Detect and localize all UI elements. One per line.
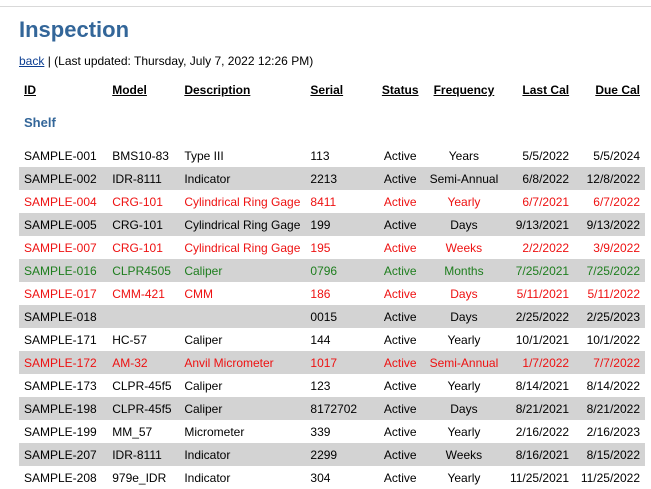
cell-due-cal: 12/8/2022: [574, 167, 645, 190]
cell-due-cal: 8/21/2022: [574, 397, 645, 420]
cell-frequency: Years: [448, 148, 480, 163]
table-row[interactable]: [19, 282, 645, 305]
table-row[interactable]: [19, 259, 645, 282]
cell-model: IDR-8111: [107, 167, 179, 190]
table-header-row: [19, 80, 645, 100]
cell-last-cal: 1/7/2022: [503, 351, 574, 374]
cell-status: Active: [383, 148, 417, 163]
cell-model: CRG-101: [112, 240, 163, 255]
cell-due-cal: 8/15/2022: [574, 443, 645, 466]
cell-model: MM_57: [112, 424, 153, 439]
top-divider: [0, 6, 651, 7]
cell-description: Cylindrical Ring Gage: [184, 194, 301, 209]
cell-due-cal: 2/16/2023: [586, 424, 640, 439]
cell-status: Active: [383, 470, 417, 485]
cell-id: SAMPLE-171: [24, 332, 97, 347]
cell-description: Micrometer: [184, 424, 245, 439]
cell-due-cal: 9/13/2022: [574, 213, 645, 236]
cell-frequency: Semi-Annual: [425, 167, 504, 190]
cell-status: Active: [376, 259, 425, 282]
cell-due-cal: 8/14/2022: [586, 378, 640, 393]
cell-serial: 0796: [305, 259, 376, 282]
cell-last-cal: 2/16/2022: [515, 424, 570, 439]
cell-due-cal: 7/25/2022: [574, 259, 645, 282]
cell-model: CLPR4505: [107, 259, 179, 282]
cell-id: SAMPLE-016: [19, 259, 107, 282]
cell-serial: 2213: [305, 167, 376, 190]
cell-frequency: Yearly: [447, 332, 481, 347]
cell-last-cal: 6/7/2021: [522, 194, 570, 209]
cell-frequency: Weeks: [445, 240, 483, 255]
cell-frequency: Days: [450, 286, 478, 301]
cell-serial: 8172702: [305, 397, 376, 420]
cell-last-cal: 5/11/2021: [516, 286, 570, 301]
cell-description: Indicator: [179, 167, 305, 190]
page-title: Inspection: [19, 17, 130, 42]
cell-frequency: Days: [425, 213, 504, 236]
last-updated-line: [19, 54, 313, 68]
cell-serial: 113: [310, 148, 330, 163]
cell-model: HC-57: [112, 332, 147, 347]
cell-status: Active: [383, 332, 417, 347]
cell-description: Caliper: [184, 332, 223, 347]
cell-frequency: Weeks: [425, 443, 504, 466]
cell-serial: 195: [310, 240, 331, 255]
cell-serial: 0015: [305, 305, 376, 328]
column-header-frequency[interactable]: Frequency: [433, 83, 495, 97]
cell-id: SAMPLE-004: [24, 194, 97, 209]
cell-status: Active: [376, 213, 425, 236]
inspection-table: [19, 80, 645, 489]
cell-last-cal: 6/8/2022: [503, 167, 574, 190]
cell-description: Indicator: [184, 470, 231, 485]
cell-serial: 199: [305, 213, 376, 236]
cell-due-cal: 7/7/2022: [574, 351, 645, 374]
cell-model: AM-32: [107, 351, 179, 374]
cell-status: Active: [376, 167, 425, 190]
cell-due-cal: 6/7/2022: [593, 194, 640, 209]
cell-status: Active: [383, 194, 417, 209]
column-header-description[interactable]: Description: [184, 83, 251, 97]
column-header-id[interactable]: ID: [24, 83, 36, 97]
column-header-status[interactable]: Status: [381, 83, 419, 97]
cell-due-cal: 5/5/2024: [593, 148, 640, 163]
cell-model: [107, 305, 179, 328]
section-label: Shelf: [24, 114, 56, 130]
table-row[interactable]: [19, 466, 645, 489]
cell-status: Active: [383, 286, 417, 301]
cell-status: Active: [383, 378, 417, 393]
table-row[interactable]: [19, 420, 645, 443]
cell-id: SAMPLE-017: [24, 286, 97, 301]
cell-serial: 8411: [310, 194, 337, 209]
cell-status: Active: [376, 305, 425, 328]
cell-model: CLPR-45f5: [112, 378, 172, 393]
cell-model: 979e_IDR: [112, 470, 167, 485]
cell-last-cal: 10/1/2021: [515, 332, 570, 347]
cell-serial: 339: [310, 424, 331, 439]
table-row[interactable]: [19, 374, 645, 397]
table-row[interactable]: [19, 328, 645, 351]
cell-model: BMS10-83: [112, 148, 169, 163]
cell-last-cal: 7/25/2021: [503, 259, 574, 282]
cell-frequency: Months: [425, 259, 504, 282]
cell-serial: 304: [310, 470, 331, 485]
cell-description: Caliper: [184, 378, 223, 393]
cell-description: CMM: [184, 286, 213, 301]
cell-id: SAMPLE-018: [19, 305, 107, 328]
cell-frequency: Yearly: [447, 424, 481, 439]
cell-description: Anvil Micrometer: [179, 351, 305, 374]
cell-frequency: Days: [425, 305, 504, 328]
cell-id: SAMPLE-207: [19, 443, 107, 466]
cell-id: SAMPLE-198: [19, 397, 107, 420]
cell-status: Active: [383, 424, 417, 439]
cell-last-cal: 8/16/2021: [503, 443, 574, 466]
cell-due-cal: 3/9/2022: [593, 240, 640, 255]
cell-due-cal: 5/11/2022: [587, 286, 640, 301]
cell-frequency: Days: [425, 397, 504, 420]
table-row[interactable]: [19, 397, 645, 420]
cell-model: CRG-101: [107, 213, 179, 236]
cell-id: SAMPLE-001: [24, 148, 97, 163]
cell-status: Active: [376, 397, 425, 420]
table-row[interactable]: [19, 443, 645, 466]
cell-description: [179, 305, 305, 328]
cell-status: Active: [376, 351, 425, 374]
table-row[interactable]: [19, 144, 645, 167]
section-row: [19, 100, 645, 144]
cell-serial: 144: [310, 332, 331, 347]
table-row[interactable]: [19, 305, 645, 328]
cell-frequency: Yearly: [447, 470, 481, 485]
table-row[interactable]: [19, 213, 645, 236]
column-header-due-cal[interactable]: Due Cal: [595, 83, 640, 97]
cell-description: Caliper: [179, 397, 305, 420]
cell-id: SAMPLE-002: [19, 167, 107, 190]
cell-last-cal: 11/25/2021: [509, 470, 570, 485]
cell-frequency: Semi-Annual: [425, 351, 504, 374]
cell-id: SAMPLE-005: [19, 213, 107, 236]
cell-serial: 1017: [305, 351, 376, 374]
cell-last-cal: 5/5/2022: [522, 148, 570, 163]
cell-id: SAMPLE-172: [19, 351, 107, 374]
cell-model: IDR-8111: [107, 443, 179, 466]
cell-description: Indicator: [179, 443, 305, 466]
table-row[interactable]: [19, 190, 645, 213]
column-header-last-cal[interactable]: Last Cal: [522, 83, 570, 97]
cell-last-cal: 8/14/2021: [515, 378, 570, 393]
cell-last-cal: 2/2/2022: [522, 240, 570, 255]
column-header-model[interactable]: Model: [112, 83, 147, 97]
cell-serial: 2299: [305, 443, 376, 466]
cell-description: Type III: [184, 148, 224, 163]
column-header-serial[interactable]: Serial: [310, 83, 344, 97]
cell-last-cal: 8/21/2021: [503, 397, 574, 420]
table-row[interactable]: [19, 167, 645, 190]
back-link[interactable]: back: [19, 54, 45, 68]
cell-description: Caliper: [179, 259, 305, 282]
cell-frequency: Yearly: [447, 378, 481, 393]
cell-status: Active: [383, 240, 417, 255]
cell-model: CLPR-45f5: [107, 397, 179, 420]
cell-serial: 123: [310, 378, 331, 393]
cell-frequency: Yearly: [447, 194, 481, 209]
cell-id: SAMPLE-173: [24, 378, 97, 393]
cell-id: SAMPLE-208: [24, 470, 97, 485]
cell-model: CRG-101: [112, 194, 163, 209]
cell-status: Active: [376, 443, 425, 466]
cell-id: SAMPLE-007: [24, 240, 97, 255]
cell-serial: 186: [310, 286, 331, 301]
cell-id: SAMPLE-199: [24, 424, 97, 439]
cell-description: Cylindrical Ring Gage: [184, 240, 301, 255]
cell-model: CMM-421: [112, 286, 165, 301]
cell-due-cal: 10/1/2022: [586, 332, 640, 347]
cell-description: Cylindrical Ring Gage: [179, 213, 305, 236]
cell-due-cal: 2/25/2023: [574, 305, 645, 328]
last-updated-text: | (Last updated: Thursday, July 7, 2022 12:26 PM): [44, 54, 314, 68]
table-row[interactable]: [19, 236, 645, 259]
cell-last-cal: 2/25/2022: [503, 305, 574, 328]
cell-due-cal: 11/25/2022: [580, 470, 640, 485]
cell-last-cal: 9/13/2021: [503, 213, 574, 236]
table-row[interactable]: [19, 351, 645, 374]
